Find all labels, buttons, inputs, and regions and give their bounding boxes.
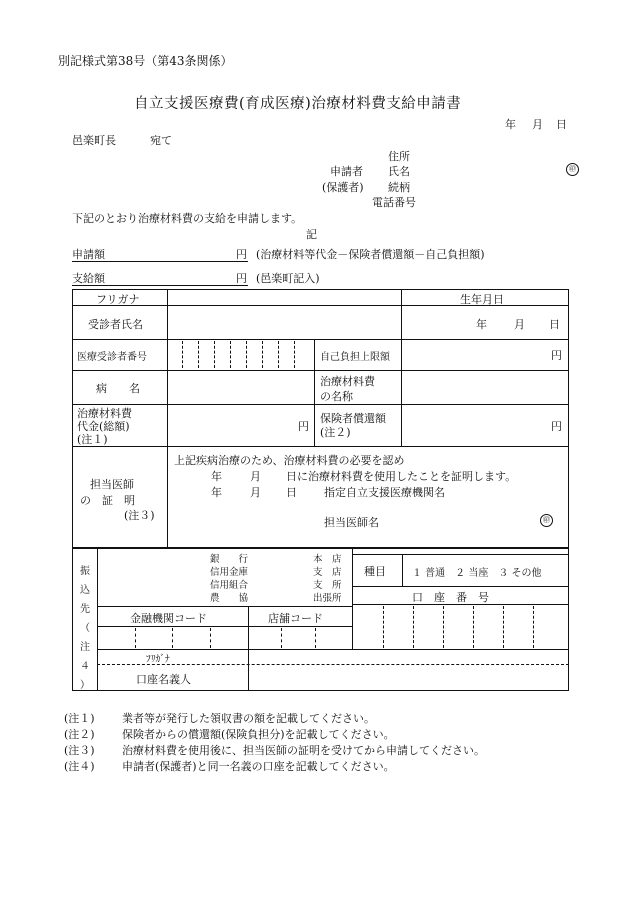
payment-unit: 円 [236, 272, 247, 285]
cert-line-2-year: 年 [211, 470, 222, 483]
cost-label-2: 代金(総額) [77, 420, 130, 433]
bank-type-shinkin: 信用金庫 [210, 567, 249, 578]
birthdate-label: 生年月日 [460, 293, 504, 306]
doctor-label-2: の 証 明 [80, 494, 135, 507]
branch-code-label: 店舗コード [268, 612, 323, 625]
disease-label: 病 名 [96, 382, 140, 395]
date-month: 月 [532, 118, 543, 131]
intro-text: 下記のとおり治療材料費の支給を申請します。 [72, 212, 303, 225]
branch-shiten: 支 店 [313, 567, 342, 578]
copay-yen: 円 [551, 349, 562, 362]
date-year: 年 [505, 118, 516, 131]
bank-type-bank: 銀 行 [210, 554, 249, 565]
copay-limit-label: 自己負担上限額 [320, 352, 390, 363]
note-1-num: (注１) [64, 712, 95, 725]
form-id: 別記様式第38号（第43条関係） [58, 54, 233, 68]
bank-side-label: 振 込 先 （ 注 ４ ） [80, 566, 90, 691]
request-unit: 円 [236, 248, 247, 261]
cert-line-1: 上記疾病治療のため、治療材料費の必要を認め [174, 454, 405, 467]
request-label: 申請額 [72, 248, 105, 261]
phone-label: 電話番号 [372, 196, 416, 209]
note-4-text: 申請者(保護者)と同一名義の口座を記載してください。 [122, 760, 395, 773]
cost-yen: 円 [298, 420, 309, 433]
birth-month: 月 [514, 318, 525, 331]
note-3-num: (注３) [64, 744, 95, 757]
birth-day: 日 [549, 318, 560, 331]
address-label: 住所 [388, 150, 410, 163]
cert-line-3-day: 日 [286, 486, 297, 499]
bank-type-nokyo: 農 協 [210, 593, 249, 604]
cost-label-1: 治療材料費 [77, 407, 132, 420]
payment-note: (邑楽町記入) [256, 272, 320, 285]
ki-mark: 記 [306, 228, 317, 241]
insurer-label: 保険者償還額 [320, 412, 386, 425]
request-note: (治療材料等代金－保険者償還額－自己負担額) [256, 248, 485, 261]
date-day: 日 [556, 118, 567, 131]
note-2-num: (注２) [64, 728, 95, 741]
note-2-text: 保険者からの償還額(保険負担分)を記載してください。 [122, 728, 395, 741]
doctor-seal: ㊞ [540, 514, 553, 527]
payment-label: 支給額 [72, 272, 105, 285]
birth-year: 年 [476, 318, 487, 331]
furigana-label: フリガナ [96, 293, 140, 306]
page-title: 自立支援医療費(育成医療)治療材料費支給申請書 [134, 96, 462, 112]
doctor-name-label: 担当医師名 [324, 516, 379, 529]
guardian-label: (保護者) [322, 181, 364, 194]
bank-code-label: 金融機関コード [130, 612, 207, 625]
relation-label: 続柄 [388, 181, 410, 194]
branch-shisho: 支 所 [313, 580, 342, 591]
bank-type-kumiai: 信用組合 [210, 580, 249, 591]
doctor-note: (注３) [124, 509, 155, 522]
account-number-label: 口 座 番 号 [412, 591, 489, 604]
addressee-suffix: 宛て [150, 134, 172, 147]
applicant-role: 申請者 [330, 165, 363, 178]
branch-honten: 本 店 [313, 554, 342, 565]
note-3-text: 治療材料費を使用後に、担当医師の証明を受けてから申請してください。 [122, 744, 485, 757]
material-name-1: 治療材料費 [320, 375, 375, 388]
account-types: １ 普通 ２ 当座 ３ その他 [412, 568, 542, 579]
branch-shucchojo: 出張所 [313, 593, 342, 604]
insurer-yen: 円 [551, 420, 562, 433]
cert-line-3-year: 年 [211, 486, 222, 499]
note-1-text: 業者等が発行した領収書の額を記載してください。 [122, 712, 375, 725]
insurer-note: (注２) [320, 426, 351, 439]
account-type-label: 種目 [364, 565, 386, 578]
cert-line-2-rest: 日に治療材料費を使用したことを証明します。 [286, 470, 517, 483]
name-label: 氏名 [388, 165, 410, 178]
cert-line-3-rest: 指定自立支援医療機関名 [324, 486, 445, 499]
applicant-seal: ㊞ [566, 163, 579, 176]
cert-line-2-month: 月 [250, 470, 261, 483]
cost-note: (注１) [77, 433, 108, 446]
note-4-num: (注４) [64, 760, 95, 773]
holder-label: 口座名義人 [136, 673, 191, 686]
cert-line-3-month: 月 [250, 486, 261, 499]
patient-name-label: 受診者氏名 [88, 318, 143, 331]
patient-number-label: 医療受診者番号 [77, 352, 147, 363]
addressee-name: 邑楽町長 [72, 134, 116, 147]
doctor-label-1: 担当医師 [90, 478, 134, 491]
holder-furigana-label: ﾌﾘｶﾞﾅ [146, 654, 170, 665]
material-name-2: の名称 [320, 390, 353, 403]
